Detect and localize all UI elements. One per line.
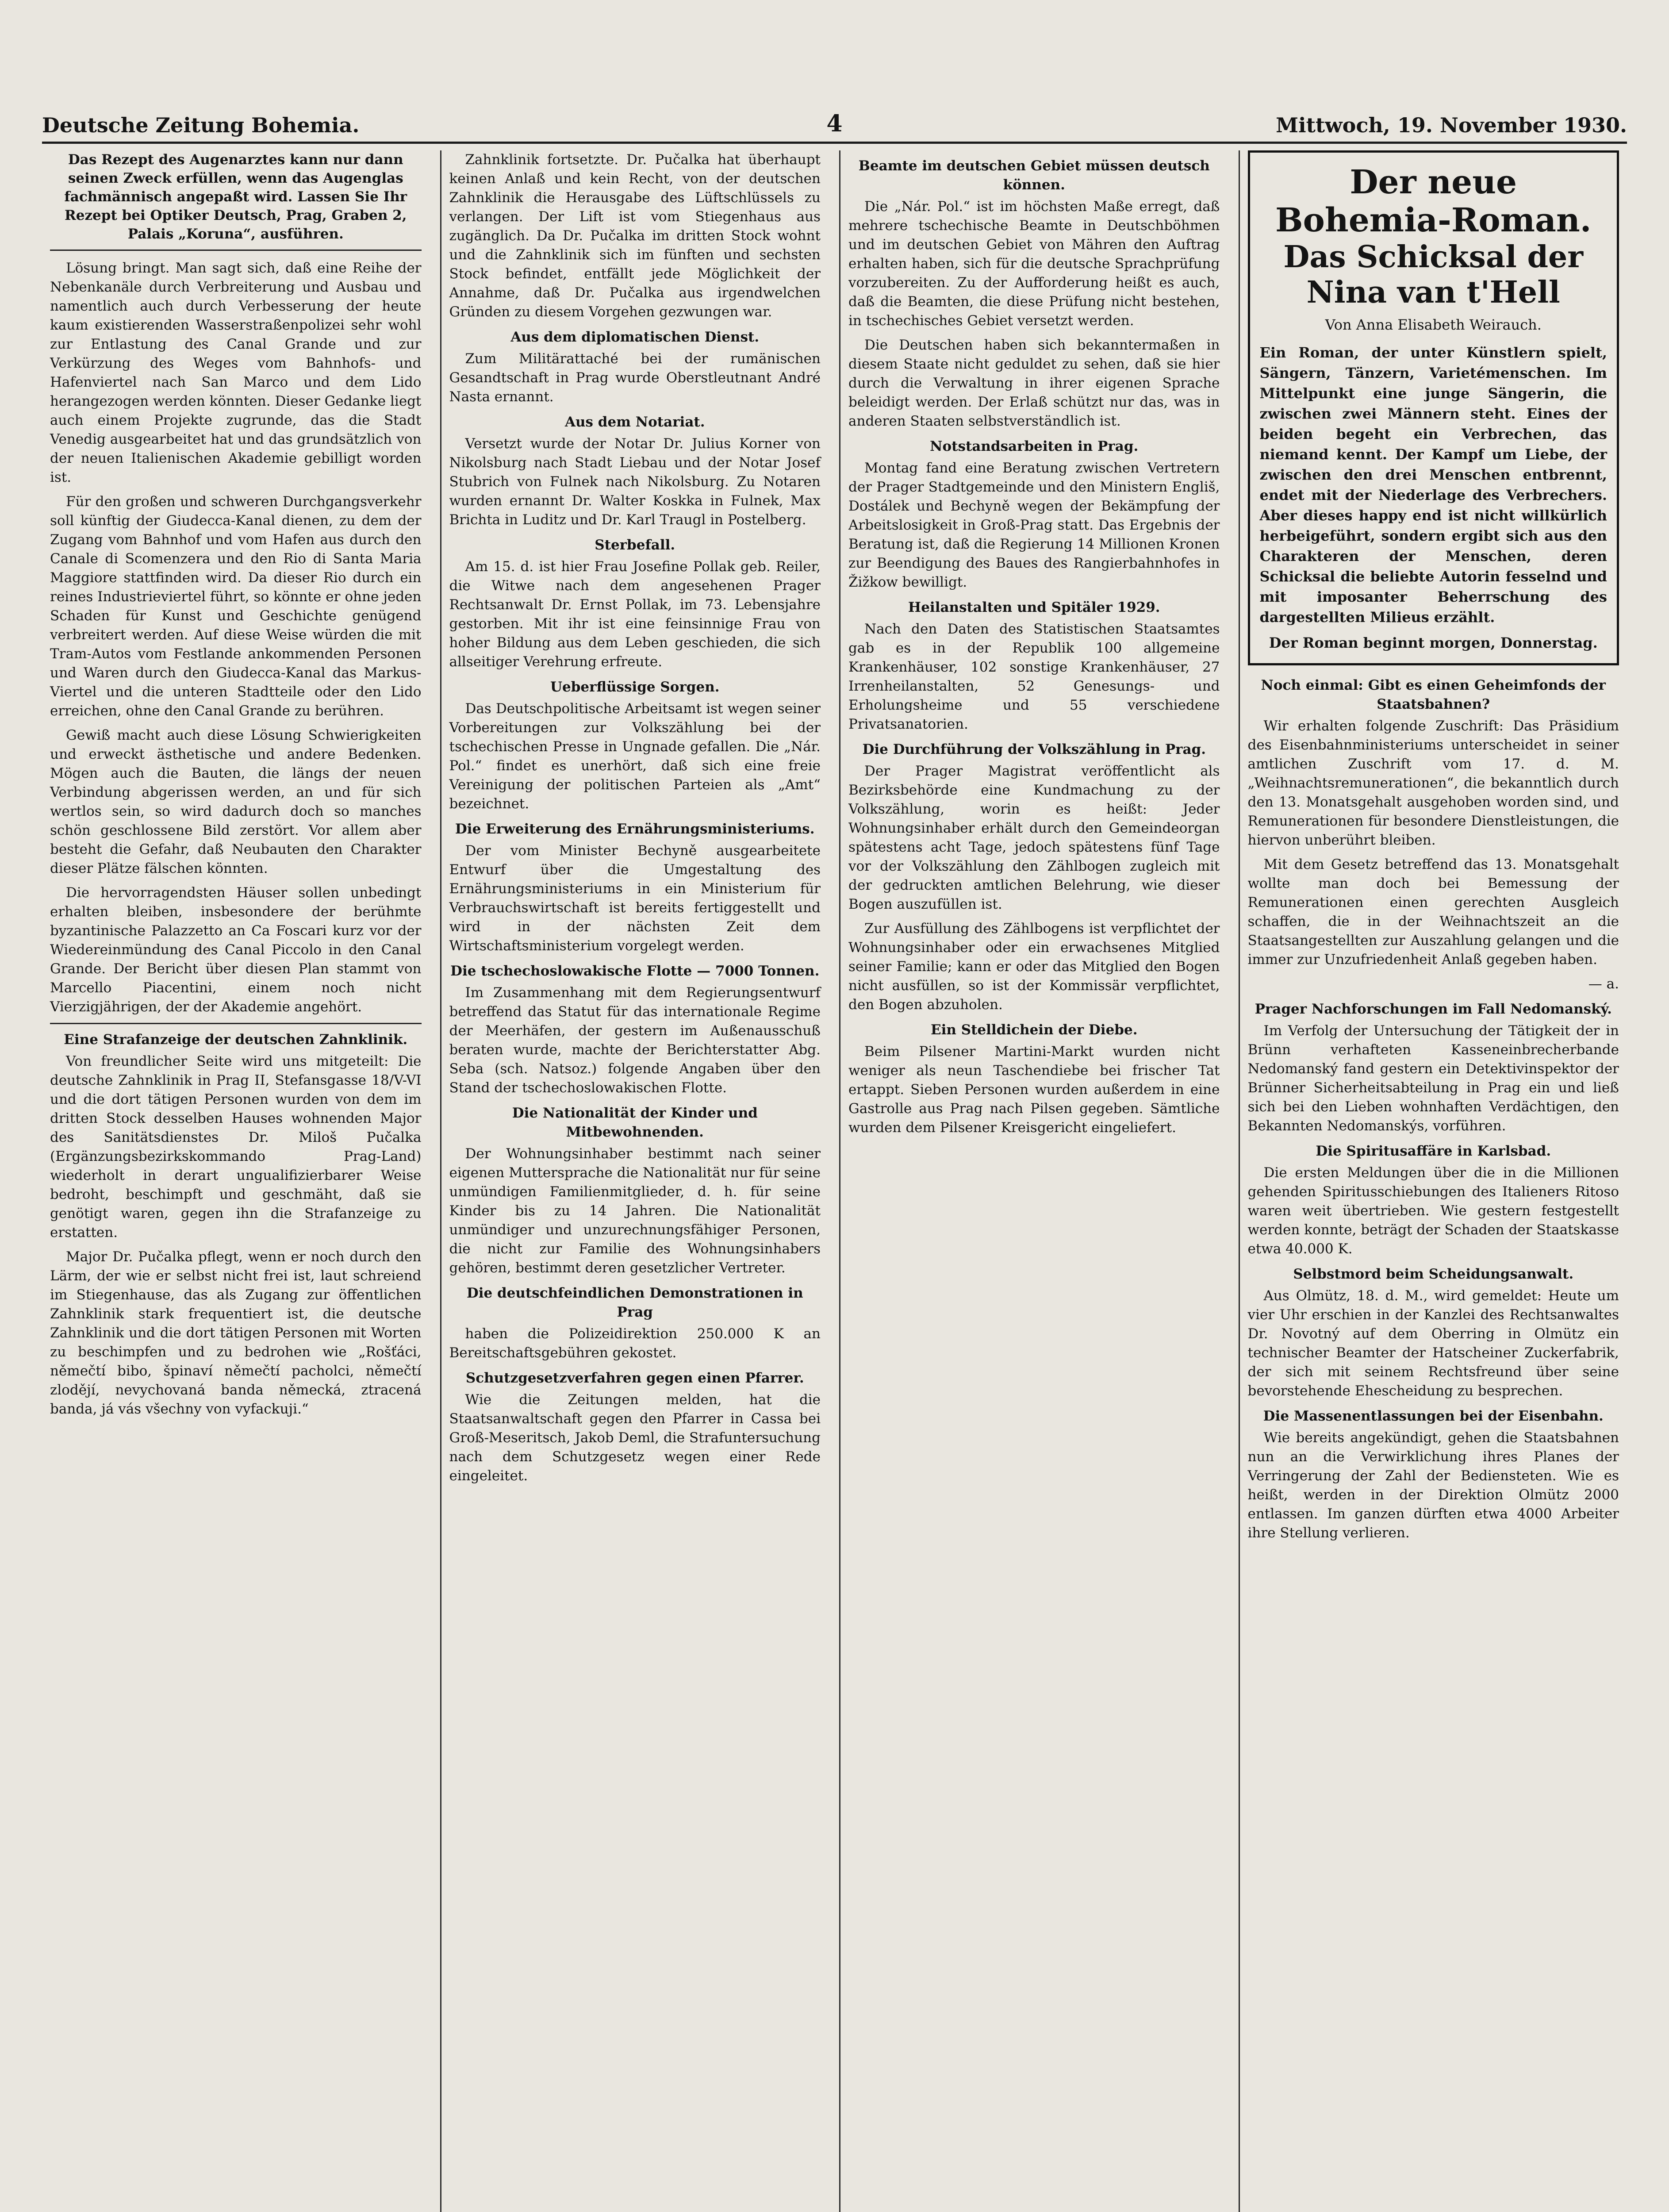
novel-announcement-box	[1248, 150, 1619, 665]
novel-description: Ein Roman, der unter Künstlern spielt, Sängern, Tänzern, Varietémenschen. Im Mittelpunkt eine junge Sängerin, die zwischen zwei Männern steht. Eines der beiden begeht ein Verbrechen, das niemand kennt. Der Kampf um Liebe, der zwischen den drei Menschen entbrennt, endet mit der Niederlage des Verbrechers. Aber dieses happy end ist nicht willkürlich herbeigeführt, sondern ergibt sich aus den Charakteren der Menschen, deren Schicksal die beliebte Autorin fesselnd und mit imposanter Beherrschung des dargestellten Milieus erzählt.	[1259, 344, 1607, 626]
article-text: Für den großen und schweren Durchgangsverkehr soll künftig der Giudecca-Kanal dienen, zu dem der Zugang vom Bahnhof und vom Hafen aus durch den Canale di Scomenzera und den Rio di Santa Maria Maggiore stattfinden wird. Da dieser Rio durch ein reines Industrieviertel führt, so könnte er ohne jeden Schaden für Kunst und Geschichte genügend verbreitert werden. Auf diese Weise würden die mit Tram-Autos vom Festlande ankommenden Personen und Waren durch den Giudecca-Kanal das Markus-Viertel und die unteren Stadtteile oder den Lido erreichen, ohne den Canal Grande zu berühren.	[50, 494, 422, 719]
article-heading: Beamte im deutschen Gebiet müssen deutsch können.	[858, 158, 1210, 193]
article-text: Die hervorragendsten Häuser sollen unbedingt erhalten bleiben, insbesondere der berühmte byzantinische Palazzetto an Ca Foscari kurz vor der Wiedereinmündung des Canal Piccolo in den Canal Grande. Der Bericht über diesen Plan stammt von Marcello Piacentini, einem noch nicht Vierzigjährigen, der der Akademie angehört.	[50, 885, 422, 1015]
article-text: Das Deutschpolitische Arbeitsamt ist wegen seiner Vorbereitungen zur Volkszählung bei der tschechischen Presse in Ungnade gefallen. Die „Nár. Pol.“ findet es unerhört, daß sich eine freie Vereinigung der politischen Parteien als „Amt“ bezeichnet.	[449, 701, 821, 812]
article-text: Wie die Zeitungen melden, hat die Staatsanwaltschaft gegen den Pfarrer in Cassa bei Groß-Meseritsch, Jakob Deml, die Strafuntersuchung nach dem Schutzgesetz wegen einer Rede eingeleitet.	[449, 1392, 821, 1484]
page-header	[42, 111, 1627, 144]
article-text: Mit dem Gesetz betreffend das 13. Monatsgehalt wollte man doch bei Bemessung der Remunerationen einen gerechten Ausgleich schaffen, die in der Weihnachtszeit an die Staatsangestellten zur Auszahlung gelangen und die immer zur Unzufriedenheit Anlaß gegeben haben.	[1247, 856, 1619, 968]
article-heading: Schutzgesetzverfahren gegen einen Pfarrer.	[465, 1370, 804, 1386]
article-text: Im Verfolg der Untersuchung der Tätigkeit der in Brünn verhafteten Kasseneinbrecherbande Nedomanský fand gestern ein Detektivinspektor der Brünner Sicherheitsabteilung in Prag ein und ließ sich bei den Lieben wohnhaften Verdächtigen, den Bekannten Nedomanskýs, vorführen.	[1247, 1023, 1619, 1134]
article-signature: — a.	[1588, 976, 1619, 992]
novel-announcement-title: Der neue Bohemia-Roman.	[1275, 163, 1592, 239]
article-heading: Notstandsarbeiten in Prag.	[930, 438, 1139, 454]
article-heading: Die Massenentlassungen bei der Eisenbahn.	[1263, 1408, 1604, 1424]
article-text: Die ersten Meldungen über die in die Millionen gehenden Spiritusschiebungen des Italieners Ritoso waren weit übertrieben. Wie gestern festgestellt werden konnte, beträgt der Schaden der Staatskasse etwa 40.000 K.	[1247, 1165, 1619, 1257]
article-heading: Aus dem Notariat.	[564, 414, 705, 430]
novel-start-note: Der Roman beginnt morgen, Donnerstag.	[1269, 634, 1598, 651]
article-text: Zahnklinik fortsetzte. Dr. Pučalka hat überhaupt keinen Anlaß und kein Recht, von der deutschen Zahnklinik die Herausgabe des Lüftschlüssels zu verlangen. Der Lift ist vom Stiegenhaus aus zugänglich. Da Dr. Pučalka im dritten Stock wohnt und die Zahnklinik sich im fünften und sechsten Stock befindet, entfällt jede Möglichkeit der Annahme, daß Dr. Pučalka aus irgendwelchen Gründen zu diesem Vorgehen gezwungen war.	[449, 152, 821, 320]
issue-date: Mittwoch, 19. November 1930.	[1276, 113, 1627, 137]
article-text: Wir erhalten folgende Zuschrift: Das Präsidium des Eisenbahnministeriums unterscheidet in seiner amtlichen Zuschrift vom 17. d. M. „Weihnachtsremunerationen“, die bekanntlich durch den 13. Monatsgehalt ausgehoben worden sind, und Remunerationen für besondere Dienstleistungen, die hiervon unberührt bleiben.	[1247, 718, 1619, 848]
divider	[50, 1023, 422, 1024]
article-text: Nach den Daten des Statistischen Staatsamtes gab es in der Republik 100 allgemeine Krankenhäuser, 102 sonstige Krankenhäuser, 27 Irrenheilanstalten, 52 Genesungs- und Erholungsheime und 55 verschiedene Privatsanatorien.	[848, 621, 1220, 732]
article-heading: Ueberflüssige Sorgen.	[550, 679, 720, 695]
article-text: Versetzt wurde der Notar Dr. Julius Korner von Nikolsburg nach Stadt Liebau und der Notar Josef Stubrich von Fulnek nach Nikolsburg. Zu Notaren wurden ernannt Dr. Walter Koskka in Fulnek, Max Brichta in Luditz und Dr. Karl Traugl in Postelberg.	[449, 436, 821, 528]
article-heading: Noch einmal: Gibt es einen Geheimfonds der Staatsbahnen?	[1261, 677, 1606, 712]
article-columns	[42, 150, 1627, 2212]
article-text: Beim Pilsener Martini-Markt wurden nicht weniger als neun Taschendiebe bei frischer Tat ertappt. Sieben Personen wurden außerdem in eine Gastrolle aus Prag nach Pilsen gegeben. Sämtliche wurden dem Pilsener Kreisgericht eingeliefert.	[848, 1044, 1220, 1136]
article-text: haben die Polizeidirektion 250.000 K an Bereitschaftsgebühren gekostet.	[449, 1326, 821, 1361]
optician-ad: Das Rezept des Augenarztes kann nur dann seinen Zweck erfüllen, wenn das Augenglas fachmännisch angepaßt wird. Lassen Sie Ihr Rezept bei Optiker Deutsch, Prag, Graben 2, Palais „Koruna“, ausführen.	[50, 150, 422, 251]
article-text: Von freundlicher Seite wird uns mitgeteilt: Die deutsche Zahnklinik in Prag II, Stefansgasse 18/V-VI und die dort tätigen Personen wurden von dem im dritten Stock desselben Hauses wohnenden Major des Sanitätsdienstes Dr. Miloš Pučalka (Ergänzungsbezirkskommando Prag-Land) wiederholt in derart ungualifizierbarer Weise bedroht, beschimpft und geschmäht, daß sie genötigt waren, gegen ihn die Strafanzeige zu erstatten.	[50, 1053, 422, 1240]
novel-title: Das Schicksal der Nina van t'Hell	[1283, 239, 1584, 310]
article-heading: Prager Nachforschungen im Fall Nedomanský.	[1255, 1001, 1612, 1017]
page-number: 4	[826, 110, 843, 137]
article-heading: Selbstmord beim Scheidungsanwalt.	[1293, 1266, 1574, 1282]
article-text: Der Wohnungsinhaber bestimmt nach seiner eigenen Muttersprache die Nationalität nur für seine unmündigen Familienmitglieder, d. h. für seine Kinder bis zu 14 Jahren. Die Nationalität unmündiger und unzurechnungsfähiger Personen, die nicht zur Familie des Wohnungsinhabers gehören, bestimmt deren gesetzlicher Vertreter.	[449, 1146, 821, 1276]
article-heading: Heilanstalten und Spitäler 1929.	[908, 599, 1160, 615]
article-text: Im Zusammenhang mit dem Regierungsentwurf betreffend das Statut für das internationale Regime der Meerhäfen, der gestern im Außenausschuß beraten wurde, machte der Berichterstatter Abg. Seba (sch. Natsoz.) folgende Angaben über den Stand der tschechoslowakischen Flotte.	[449, 985, 821, 1096]
article-text: Zur Ausfüllung des Zählbogens ist verpflichtet der Wohnungsinhaber oder ein erwachsenes Mitglied seiner Familie; kann er oder das Mitglied den Bogen nicht ausfüllen, so ist der Kommissär verpflichtet, den Bogen abzuholen.	[848, 921, 1220, 1013]
article-heading: Die deutschfeindlichen Demonstrationen in Prag	[466, 1285, 803, 1320]
article-text: Die „Nár. Pol.“ ist im höchsten Maße erregt, daß mehrere tschechische Beamte in Deutschböhmen und im deutschen Gebiet von Mähren den Auftrag erhalten haben, sich für die deutsche Sprachprüfung vorzubereiten. Zu der Aufforderung heißt es auch, daß die Beamten, die diese Prüfung nicht bestehen, in tschechisches Gebiet versetzt werden.	[848, 199, 1220, 329]
novel-author: Von Anna Elisabeth Weirauch.	[1325, 316, 1542, 333]
article-heading: Die Spiritusaffäre in Karlsbad.	[1316, 1143, 1551, 1159]
article-text: Lösung bringt. Man sagt sich, daß eine Reihe der Nebenkanäle durch Verbreiterung und Ausbau und namentlich auch durch Verbesserung der heute kaum existierenden Wasserstraßenpolizei sehr wohl zur Entlastung des Canal Grande und zur Verkürzung des Weges vom Bahnhofs- und Hafenviertel nach San Marco und dem Lido herangezogen werden könnten. Dieser Gedanke liegt auch einem Projekte zugrunde, das die Stadt Venedig ausgearbeitet hat und das grundsätzlich von der neuen Italienischen Akademie gebilligt worden ist.	[50, 260, 422, 485]
column-4	[1239, 150, 1627, 2212]
article-text: Major Dr. Pučalka pflegt, wenn er noch durch den Lärm, der wie er selbst nicht frei ist, laut schreiend im Stiegenhause, das als Zugang zur öffentlichen Zahnklinik stark frequentiert ist, die deutsche Zahnklinik und die dort tätigen Personen mit Worten zu beschimpfen und zu bedrohen wie „Rošťáci, němečtí bibo, špinaví němečtí pacholci, němečtí zlodějí, nevychovaná banda německá, ztracená banda, já vás všechny von vyfackuji.“	[50, 1249, 422, 1417]
article-text: Gewiß macht auch diese Lösung Schwierigkeiten und erweckt ästhetische und andere Bedenken. Mögen auch die Bauten, die längs der neuen Verbindung abgerissen werden, an und für sich wertlos sein, so wird dadurch doch so manches schön geschlossene Bild zerstört. Vor allem aber besteht die Gefahr, daß Neubauten den Charakter dieser Plätze fälschen könnten.	[50, 727, 422, 876]
article-heading: Eine Strafanzeige der deutschen Zahnklinik.	[64, 1032, 408, 1048]
article-text: Am 15. d. ist hier Frau Josefine Pollak geb. Reiler, die Witwe nach dem angesehenen Prager Rechtsanwalt Dr. Ernst Pollak, im 73. Lebensjahre gestorben. Mit ihr ist eine feinsinnige Frau von hoher Bildung aus dem Leben geschieden, die sich allseitiger Verehrung erfreute.	[449, 559, 821, 670]
article-text: Wie bereits angekündigt, gehen die Staatsbahnen nun an die Verwirklichung ihres Planes der Verringerung der Zahl der Bediensteten. Wie es heißt, werden in der Direktion Olmütz 2000 entlassen. Im ganzen dürften etwa 4000 Arbeiter ihre Stellung verlieren.	[1247, 1430, 1619, 1541]
column-3	[839, 150, 1228, 2212]
article-heading: Die tschechoslowakische Flotte — 7000 Tonnen.	[450, 963, 820, 979]
newspaper-name: Deutsche Zeitung Bohemia.	[42, 113, 360, 137]
article-text: Zum Militärattaché bei der rumänischen Gesandtschaft in Prag wurde Oberstleutnant André Nasta ernannt.	[449, 351, 821, 405]
column-1	[42, 150, 430, 2212]
article-heading: Sterbefall.	[595, 537, 675, 553]
article-heading: Die Nationalität der Kinder und Mitbewohnenden.	[512, 1105, 758, 1140]
article-text: Der Prager Magistrat veröffentlicht als Bezirksbehörde eine Kundmachung zu der Volkszählung, worin es heißt: Jeder Wohnungsinhaber erhält durch den Gemeindeorgan spätestens acht Tage, jedoch spätestens fünf Tage vor der Volkszählung den Zählbogen zugleich mit der gedruckten amtlichen Belehrung, wie dieser Bogen auszufüllen ist.	[848, 763, 1220, 912]
article-heading: Aus dem diplomatischen Dienst.	[510, 329, 760, 345]
article-heading: Ein Stelldichein der Diebe.	[930, 1022, 1138, 1038]
column-2	[440, 150, 829, 2212]
article-text: Montag fand eine Beratung zwischen Vertretern der Prager Stadtgemeinde und den Ministern Engliš, Dostálek und Bechyně wegen der Bekämpfung der Arbeitslosigkeit in Groß-Prag statt. Das Ergebnis der Beratung ist, daß die Regierung 14 Millionen Kronen zur Beendigung des Baues des Rangierbahnhofes in Žižkow bewilligt.	[848, 460, 1220, 590]
article-text: Die Deutschen haben sich bekanntermaßen in diesem Staate nicht geduldet zu sehen, daß sie hier durch die Verwaltung in ihrer eigenen Sprache beleidigt werden. Der Erlaß schützt nur das, was in anderen Staaten selbstverständlich ist.	[848, 337, 1220, 429]
article-text: Der vom Minister Bechyně ausgearbeitete Entwurf über die Umgestaltung des Ernährungsministeriums in ein Ministerium für Verbrauchswirtschaft ist bereits fertiggestellt und wird in der nächsten Zeit dem Wirtschaftsministerium vorgelegt werden.	[449, 843, 821, 954]
article-heading: Die Durchführung der Volkszählung in Prag.	[862, 741, 1206, 757]
article-text: Aus Olmütz, 18. d. M., wird gemeldet: Heute um vier Uhr erschien in der Kanzlei des Rechtsanwaltes Dr. Novotný auf dem Oberring in Olmütz ein technischer Beamter der Hatscheiner Zuckerfabrik, der sich mit seinem Rechtsfreund über seine bevorstehende Ehescheidung zu besprechen.	[1247, 1288, 1619, 1399]
article-heading: Die Erweiterung des Ernährungsministeriums.	[455, 821, 815, 837]
